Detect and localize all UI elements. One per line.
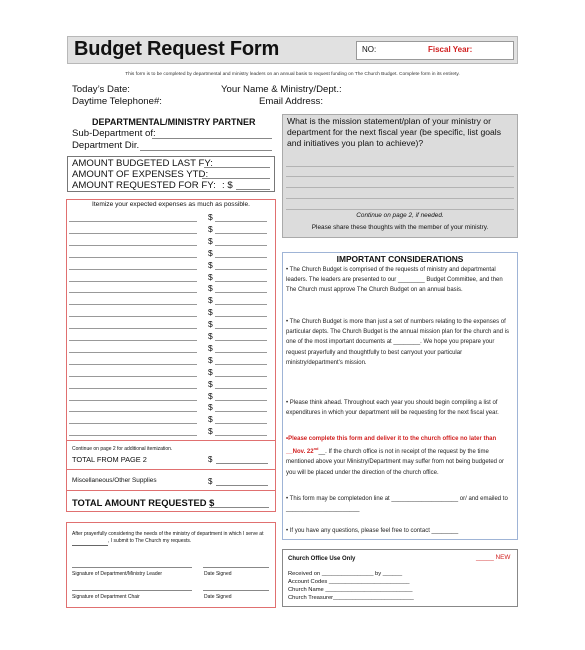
- consideration-4: [286, 434, 512, 478]
- expense-dollar-sign: $: [208, 402, 213, 413]
- expense-amount-line[interactable]: [215, 304, 267, 305]
- itemize-heading: Itemize your expected expenses as much as possible.: [92, 201, 250, 208]
- expense-dollar-sign: $: [208, 283, 213, 294]
- leader-date-label: Date Signed: [204, 571, 232, 577]
- expense-row: [69, 342, 269, 354]
- itemize-divider-2: [66, 469, 276, 470]
- expense-dollar-sign: $: [208, 390, 213, 401]
- expense-description-line[interactable]: [69, 257, 197, 258]
- page-title: Budget Request Form: [74, 38, 280, 60]
- expense-description-line[interactable]: [69, 400, 197, 401]
- amount-budgeted-line[interactable]: [204, 167, 270, 168]
- expense-row: [69, 318, 269, 330]
- expense-row: [69, 401, 269, 413]
- leader-signature-line[interactable]: [72, 567, 192, 568]
- expense-row: [69, 354, 269, 366]
- expense-dollar-sign: $: [208, 331, 213, 341]
- partner-heading: DEPARTMENTAL/MINISTRY PARTNER: [92, 117, 256, 127]
- misc-dollar: $: [208, 477, 213, 486]
- amount-budgeted-label: AMOUNT BUDGETED LAST FY:: [72, 158, 213, 169]
- expense-amount-line[interactable]: [215, 376, 267, 377]
- expense-row: [69, 330, 269, 342]
- leader-date-line[interactable]: [203, 567, 269, 568]
- expense-row: [69, 378, 269, 390]
- signature-church-blank[interactable]: [72, 538, 108, 546]
- expense-row: [69, 235, 269, 247]
- consideration-5: • This form may be completedon line at ____________________ or/ and emailed to ______________________: [286, 496, 508, 513]
- expense-row: [69, 247, 269, 259]
- total-from-page2-dollar: $: [208, 455, 213, 464]
- mission-line-4: [286, 198, 514, 199]
- expense-description-line[interactable]: [69, 388, 197, 389]
- total-from-page2-label: TOTAL FROM PAGE 2: [72, 455, 147, 464]
- expense-description-line[interactable]: [69, 304, 197, 305]
- expense-description-line[interactable]: [69, 269, 197, 270]
- mission-line-1: [286, 166, 514, 167]
- mission-line-2: [286, 176, 514, 177]
- intro-text: This form is to be completed by departmental and ministry leaders on an annual basis to request funding on The Church Budget. Complete form in its entirety.: [125, 72, 460, 77]
- expense-description-line[interactable]: [69, 340, 197, 341]
- mission-line-5: [286, 209, 514, 210]
- expense-description-line[interactable]: [69, 221, 197, 222]
- department-dir-line[interactable]: [140, 150, 272, 151]
- consideration-1: • The Church Budget is comprised of the requests of ministry and departmental leaders. The leaders are presented to our ________ Budget Committee, and then The Church must approve The Church Budget on an annual basis.: [286, 267, 503, 294]
- consideration-4-red: •Please complete this form and deliver it to the church office no later than __Nov. 22: [286, 436, 497, 456]
- expense-amount-line[interactable]: [215, 400, 267, 401]
- expense-amount-line[interactable]: [215, 328, 267, 329]
- amount-requested-label: AMOUNT REQUESTED FOR FY:: [72, 180, 216, 191]
- expense-amount-line[interactable]: [215, 292, 267, 293]
- expense-amount-line[interactable]: [215, 352, 267, 353]
- total-requested-line[interactable]: [209, 507, 269, 508]
- expense-description-line[interactable]: [69, 423, 197, 424]
- sub-department-line[interactable]: [152, 138, 272, 139]
- expense-description-line[interactable]: [69, 435, 197, 436]
- chair-date-line[interactable]: [203, 590, 269, 591]
- total-requested-label: TOTAL AMOUNT REQUESTED $: [72, 497, 215, 508]
- expense-amount-line[interactable]: [215, 245, 267, 246]
- office-new-label: _____ NEW: [476, 554, 511, 561]
- expense-amount-line[interactable]: [215, 257, 267, 258]
- continue-note: Continue on page 2 for additional itemization.: [72, 446, 173, 452]
- department-dir-label: Department Dir.: [72, 140, 140, 151]
- office-received: Received on ________________ by ______: [288, 571, 403, 577]
- sub-department-label: Sub-Department of:: [72, 128, 156, 139]
- expense-row: [69, 390, 269, 402]
- expense-description-line[interactable]: [69, 411, 197, 412]
- consideration-4-sup: nd: [313, 446, 319, 452]
- phone-label: Daytime Telephone#:: [72, 96, 162, 107]
- expense-amount-line[interactable]: [215, 435, 267, 436]
- expense-dollar-sign: $: [208, 259, 213, 270]
- office-treasurer: Church Treasurer_________________________: [288, 595, 414, 601]
- expense-dollar-sign: $: [208, 271, 213, 282]
- date-label: Today’s Date:: [72, 84, 130, 95]
- expense-dollar-sign: $: [208, 426, 213, 437]
- fiscal-year-label: Fiscal Year:: [428, 45, 473, 54]
- expense-description-line[interactable]: [69, 352, 197, 353]
- itemize-divider-3: [66, 490, 276, 491]
- mission-line-3: [286, 187, 514, 188]
- expense-description-line[interactable]: [69, 364, 197, 365]
- consideration-2: • The Church Budget is more than just a set of numbers relating to the expenses of particular depts. The Church Budget is the annual mission plan for the church and is one of the most important documents at ________. We hope you prepare your request prayerfully and thoughtfully to best carryout your particular ministry/department’s mission.: [286, 319, 510, 366]
- expense-description-line[interactable]: [69, 316, 197, 317]
- number-label: NO:: [362, 45, 377, 54]
- expense-dollar-sign: $: [208, 319, 213, 330]
- office-church-name: Church Name ___________________________: [288, 587, 413, 593]
- expense-dollar-sign: $: [208, 414, 213, 425]
- expense-description-line[interactable]: [69, 292, 197, 293]
- expense-description-line[interactable]: [69, 328, 197, 329]
- expense-amount-line[interactable]: [215, 316, 267, 317]
- itemize-divider: [66, 440, 276, 441]
- expense-amount-line[interactable]: [215, 411, 267, 412]
- chair-signature-line[interactable]: [72, 590, 192, 591]
- expense-dollar-sign: $: [208, 342, 213, 353]
- mission-question: What is the mission statement/plan of your ministry or department for the next fiscal year (be specific, list goals and initiatives you plan to achieve)?: [287, 116, 501, 148]
- expense-dollar-sign: $: [208, 295, 213, 306]
- expense-row: [69, 294, 269, 306]
- expense-amount-line[interactable]: [215, 221, 267, 222]
- expense-description-line[interactable]: [69, 281, 197, 282]
- expense-row: [69, 259, 269, 271]
- considerations-heading: IMPORTANT CONSIDERATIONS: [336, 254, 464, 264]
- expense-dollar-sign: $: [208, 247, 213, 258]
- expense-row: [69, 211, 269, 223]
- expense-row: [69, 223, 269, 235]
- misc-line[interactable]: [216, 485, 268, 486]
- leader-signature-label: Signature of Department/Ministry Leader: [72, 571, 163, 577]
- expense-dollar-sign: $: [208, 212, 213, 222]
- office-use-heading: Church Office Use Only: [288, 556, 356, 562]
- expense-row: [69, 306, 269, 318]
- mission-share: Please share these thoughts with the member of your ministry.: [311, 224, 489, 231]
- expense-dollar-sign: $: [208, 354, 213, 365]
- expense-amount-line[interactable]: [215, 364, 267, 365]
- expense-description-line[interactable]: [69, 233, 197, 234]
- expense-amount-line[interactable]: [215, 233, 267, 234]
- mission-continue: Continue on page 2, if needed.: [356, 212, 444, 219]
- signature-text: [72, 531, 272, 546]
- expense-dollar-sign: $: [208, 378, 213, 389]
- expense-amount-line[interactable]: [215, 281, 267, 282]
- expense-dollar-sign: $: [208, 223, 213, 234]
- consideration-4-rest: __. If the church office is not in receipt of the request by the time mentioned above your Ministry/Department may suffer from not being budgeted or you will be placed under the direction of the church office.: [286, 449, 505, 476]
- signature-text-part2: , I submit to The Church my requests.: [108, 538, 192, 544]
- amount-expenses-label: AMOUNT OF EXPENSES YTD:: [72, 169, 209, 180]
- expense-row: [69, 425, 269, 437]
- email-label: Email Address:: [259, 96, 323, 107]
- expense-description-line[interactable]: [69, 376, 197, 377]
- expense-dollar-sign: $: [208, 307, 213, 318]
- amount-expenses-line[interactable]: [202, 178, 270, 179]
- expense-amount-line[interactable]: [215, 340, 267, 341]
- expense-amount-line[interactable]: [215, 388, 267, 389]
- expense-dollar-sign: $: [208, 366, 213, 377]
- signature-text-part1: After prayerfully considering the needs of the ministry of department in which I serve at: [72, 531, 264, 537]
- chair-date-label: Date Signed: [204, 594, 232, 600]
- consideration-3: • Please think ahead. Throughout each year you should begin compiling a list of expenditures in which your department will be requesting for the next fiscal year.: [286, 400, 499, 417]
- chair-signature-label: Signature of Department Chair: [72, 594, 140, 600]
- total-from-page2-line[interactable]: [216, 463, 268, 464]
- expense-row: [69, 366, 269, 378]
- misc-label: Miscellaneous/Other Supplies: [72, 477, 157, 484]
- consideration-6: • If you have any questions, please feel free to contact ________: [286, 528, 459, 534]
- name-ministry-label: Your Name & Ministry/Dept.:: [221, 84, 342, 95]
- amount-requested-dollar: : $: [222, 180, 233, 191]
- expense-row: [69, 413, 269, 425]
- expense-row: [69, 282, 269, 294]
- amount-requested-line[interactable]: [236, 189, 270, 190]
- expense-amount-line[interactable]: [215, 423, 267, 424]
- office-account-codes: Account Codes _________________________: [288, 579, 410, 585]
- expense-row: [69, 271, 269, 283]
- expense-amount-line[interactable]: [215, 269, 267, 270]
- expense-dollar-sign: $: [208, 235, 213, 246]
- expense-description-line[interactable]: [69, 245, 197, 246]
